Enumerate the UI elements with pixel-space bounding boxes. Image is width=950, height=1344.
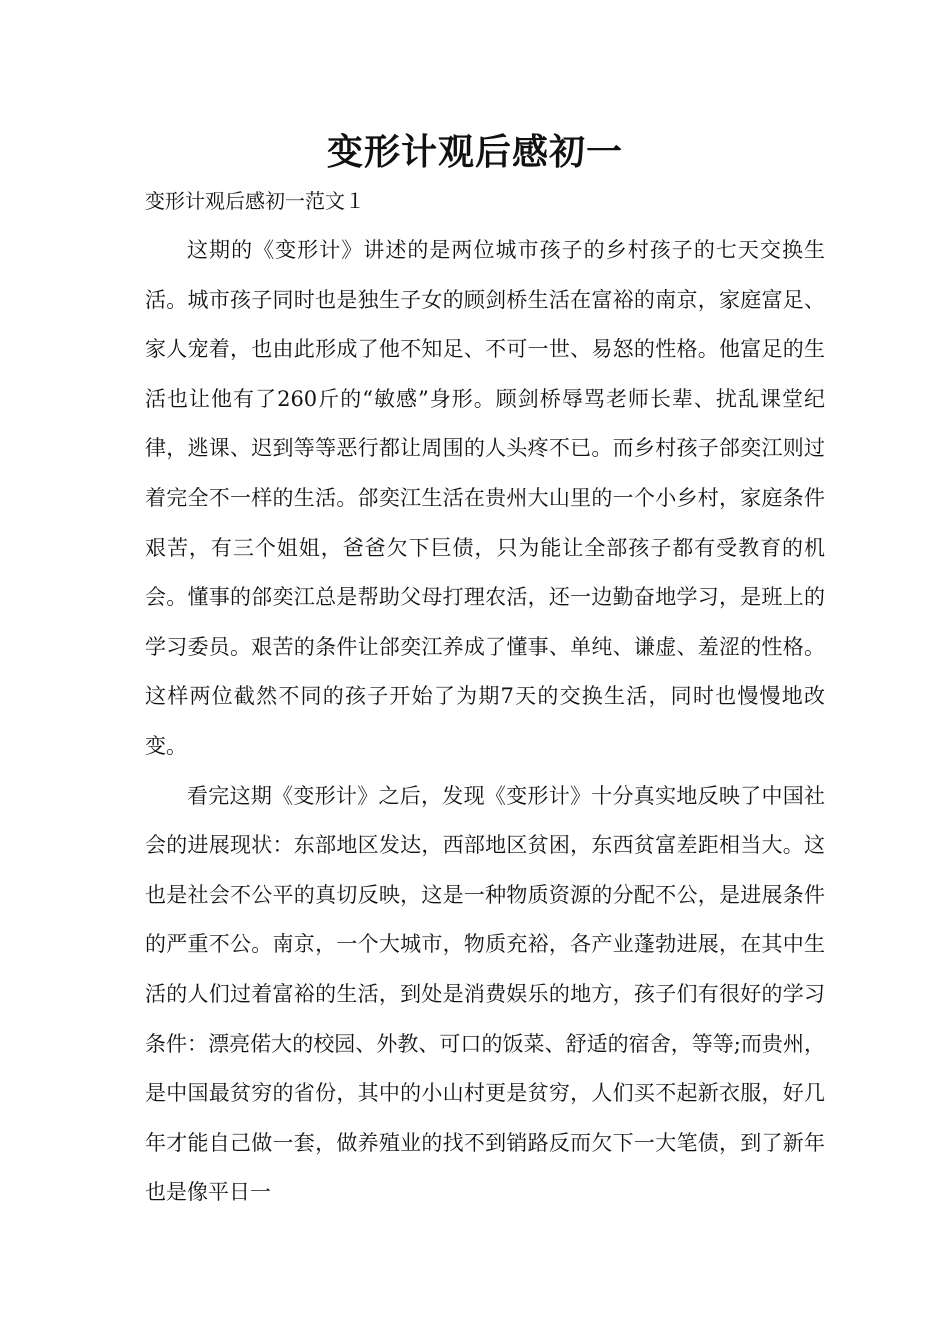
body-paragraph-2: 看完这期《变形计》之后，发现《变形计》十分真实地反映了中国社会的进展现状：东部地区发达，西部地区贫困，东西贫富差距相当大。这也是社会不公平的真切反映，这是一种物质资源的分配不公，是进展条件的严重不公。南京，一个大城市，物质充裕，各产业蓬勃进展，在其中生活的人们过着富裕的生活，到处是消费娱乐的地方，孩子们有很好的学习条件：漂亮偌大的校园、外教、可口的饭菜、舒适的宿舍，等等;而贵州，是中国最贫穷的省份，其中的小山村更是贫穷，人们买不起新衣服，好几年才能自己做一套，做养殖业的找不到销路反而欠下一大笔债，到了新年也是像平日一 bbox=[145, 783, 825, 1205]
document-subtitle: 变形计观后感初一范文１ bbox=[145, 189, 365, 213]
document-title: 变形计观后感初一 bbox=[326, 132, 623, 173]
body-paragraph-1: 这期的《变形计》讲述的是两位城市孩子的乡村孩子的七天交换生活。城市孩子同时也是独生子女的顾剑桥生活在富裕的南京，家庭富足、家人宠着，也由此形成了他不知足、不可一世、易怒的性格。他富足的生活也让他有了260斤的“敏感”身形。顾剑桥辱骂老师长辈、扰乱课堂纪律，逃课、迟到等等恶行都让周围的人头疼不已。而乡村孩子郃奕江则过着完全不一样的生活。郃奕江生活在贵州大山里的一个小乡村，家庭条件艰苦，有三个姐姐，爸爸欠下巨债，只为能让全部孩子都有受教育的机会。懂事的郃奕江总是帮助父母打理农活，还一边勤奋地学习，是班上的学习委员。艰苦的条件让郃奕江养成了懂事、单纯、谦虚、羞涩的性格。这样两位截然不同的孩子开始了为期7天的交换生活，同时也慢慢地改变。 bbox=[145, 238, 825, 758]
document-body bbox=[145, 226, 825, 1218]
